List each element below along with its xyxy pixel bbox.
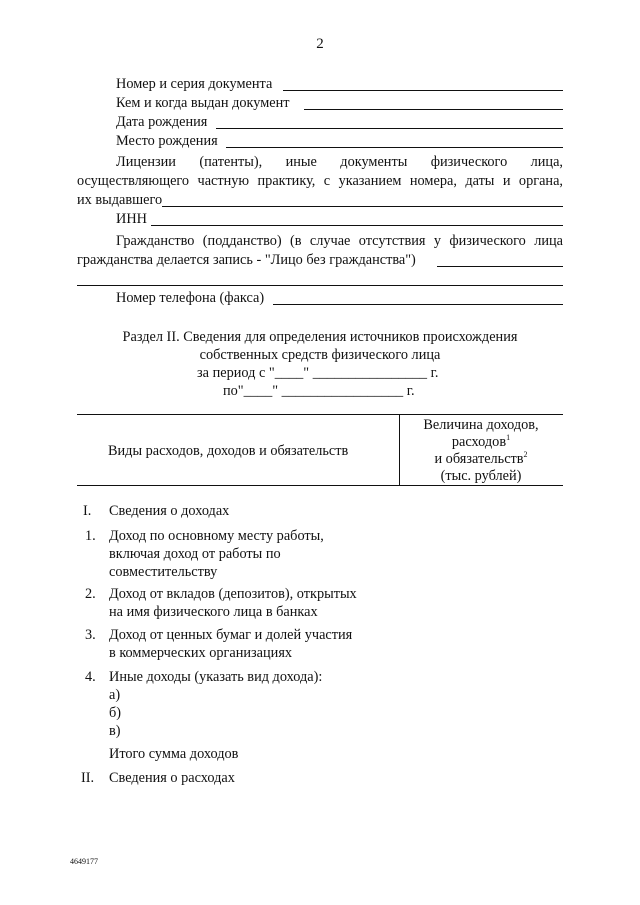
item-1-number: 1. bbox=[85, 528, 96, 544]
item-II-number: II. bbox=[81, 770, 95, 786]
item-4-text: Иные доходы (указать вид дохода): bbox=[109, 669, 323, 685]
footer-code: 4649177 bbox=[70, 857, 98, 866]
licenses-line bbox=[162, 206, 563, 207]
item-2-text-2: на имя физического лица в банках bbox=[109, 604, 318, 620]
table-top-border bbox=[77, 414, 563, 415]
item-4-number: 4. bbox=[85, 669, 96, 685]
licenses-line-2: осуществляющего частную практику, с указанием номера, даты и органа, bbox=[77, 173, 563, 189]
item-2-text-1: Доход от вкладов (депозитов), открытых bbox=[109, 586, 357, 602]
citizenship-line-2: гражданства делается запись - "Лицо без гражданства") bbox=[77, 252, 416, 268]
item-4-sub-c: в) bbox=[109, 723, 121, 739]
page-number: 2 bbox=[316, 36, 324, 52]
birth-place-line bbox=[226, 147, 563, 148]
item-1-text-1: Доход по основному месту работы, bbox=[109, 528, 324, 544]
table-col1-header: Виды расходов, доходов и обязательств bbox=[108, 443, 349, 459]
table-col2-line3: и обязательств$^2$ bbox=[434, 450, 528, 467]
period-from: за период с "____" ________________ г. bbox=[197, 365, 439, 381]
item-3-text-2: в коммерческих организациях bbox=[109, 645, 293, 661]
item-3-number: 3. bbox=[85, 627, 96, 643]
period-to: по"____" _________________ г. bbox=[223, 383, 415, 399]
table-col2-line2: расходов$^1$ bbox=[451, 433, 511, 450]
inn-line bbox=[151, 225, 563, 226]
birth-date-label: Дата рождения bbox=[116, 114, 208, 130]
licenses-line-3: их выдавшего bbox=[77, 192, 163, 208]
item-I-text: Сведения о доходах bbox=[109, 503, 230, 519]
item-1-text-3: совместительству bbox=[109, 564, 218, 580]
item-4-sub-a: а) bbox=[109, 687, 121, 703]
doc-issued-line bbox=[304, 109, 563, 110]
income-total: Итого сумма доходов bbox=[109, 746, 239, 762]
table-col2-line4: (тыс. рублей) bbox=[440, 468, 522, 484]
item-I-number: I. bbox=[83, 503, 92, 519]
item-4-sub-b: б) bbox=[109, 705, 122, 721]
section-title-2: собственных средств физического лица bbox=[199, 347, 441, 363]
phone-line bbox=[273, 304, 563, 305]
citizenship-line bbox=[437, 266, 563, 267]
birth-date-line bbox=[216, 128, 563, 129]
item-II-text: Сведения о расходах bbox=[109, 770, 235, 786]
doc-number-line bbox=[283, 90, 563, 91]
item-1-text-2: включая доход от работы по bbox=[109, 546, 281, 562]
table-bottom-border bbox=[77, 485, 563, 486]
citizenship-extra-line bbox=[77, 285, 563, 286]
item-2-number: 2. bbox=[85, 586, 96, 602]
table-col2-line1: Величина доходов, bbox=[423, 417, 539, 433]
birth-place-label: Место рождения bbox=[116, 133, 218, 149]
item-3-text-1: Доход от ценных бумаг и долей участия bbox=[109, 627, 353, 643]
section-title-1: Раздел II. Сведения для определения источников происхождения bbox=[122, 329, 518, 345]
inn-label: ИНН bbox=[116, 211, 147, 227]
citizenship-line-1: Гражданство (подданство) (в случае отсутствия у физического лица bbox=[116, 233, 563, 249]
phone-label: Номер телефона (факса) bbox=[116, 290, 265, 306]
licenses-line-1: Лицензии (патенты), иные документы физического лица, bbox=[116, 154, 563, 170]
doc-issued-label: Кем и когда выдан документ bbox=[116, 95, 290, 111]
doc-number-label: Номер и серия документа bbox=[116, 76, 273, 92]
